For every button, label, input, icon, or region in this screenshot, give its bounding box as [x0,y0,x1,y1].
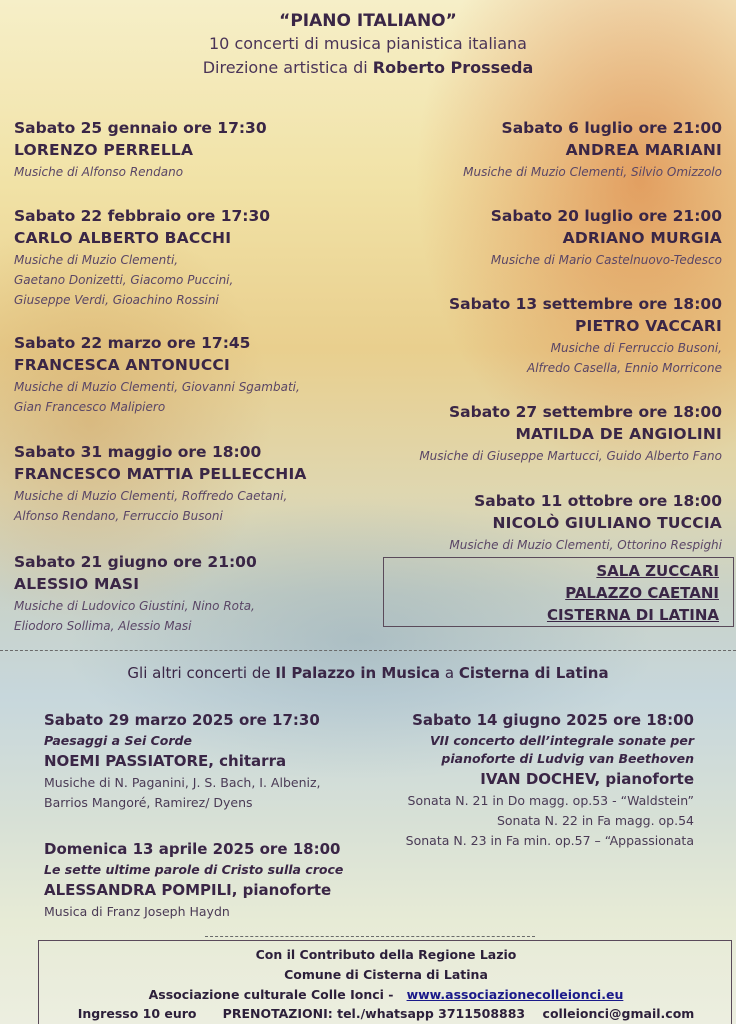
concert-music: Giuseppe Verdi, Gioachino Rossini [14,293,219,307]
series-place: Cisterna di Latina [458,664,609,682]
footer-booking-line [39,1004,733,1024]
concert-date: Sabato 11 ottobre ore 18:00 [474,492,722,510]
concert-date: Sabato 14 giugno 2025 ore 18:00 [412,711,694,729]
concert-music: Barrios Mangoré, Ramirez/ Dyens [44,795,253,810]
concert-music: Alfredo Casella, Ennio Morricone [527,361,722,375]
concert-music: Musiche di Muzio Clementi, Silvio Omizzolo [463,165,722,179]
concert-date: Sabato 13 settembre ore 18:00 [448,295,722,313]
concert-music: Eliodoro Sollima, Alessio Masi [14,619,192,633]
footer-box [38,940,732,1024]
concert-music: Sonata N. 22 in Fa magg. op.54 [496,813,694,828]
concert-music: Musiche di Muzio Clementi, Ottorino Respighi [449,538,722,552]
concert-subtitle: Le sette ultime parole di Cristo sulla croce [44,862,344,877]
concert-right-5 [332,490,722,555]
concert-date: Sabato 22 febbraio ore 17:30 [14,207,271,225]
association-website-link[interactable]: www.associazionecolleionci.eu [406,987,624,1002]
booking-phone: PRENOTAZIONI: tel./whatsapp 3711508883 [222,1006,526,1021]
concert-right-4 [332,401,722,466]
other-concert-right-1 [354,709,694,851]
concert-date: Sabato 27 settembre ore 18:00 [448,403,722,421]
concert-artist: FRANCESCA ANTONUCCI [14,356,230,374]
concert-artist: MATILDA DE ANGIOLINI [515,425,722,443]
concert-artist: IVAN DOCHEV, pianoforte [480,770,694,788]
concert-date: Sabato 25 gennaio ore 17:30 [14,119,267,137]
poster-title: “PIANO ITALIANO” [279,11,457,31]
concert-right-2 [332,205,722,270]
director-name: Roberto Prosseda [372,58,534,77]
association-name: Associazione culturale Colle Ionci - [148,987,394,1002]
concert-date: Sabato 21 giugno ore 21:00 [14,553,257,571]
footer-divider [205,936,535,937]
concert-music: Musiche di Muzio Clementi, Roffredo Caetani, [14,489,288,503]
venue-hall: SALA ZUCCARI [596,562,719,580]
other-concerts-heading [0,662,736,684]
concert-music: Musiche di Ferruccio Busoni, [550,341,722,355]
section-divider [0,650,736,651]
concert-left-1 [14,117,354,182]
concert-artist: LORENZO PERRELLA [14,141,194,159]
poster-header [0,10,736,80]
concert-subtitle: pianoforte di Ludvig van Beethoven [441,751,694,766]
concert-music: Musiche di Alfonso Rendano [14,165,184,179]
concert-music: Musiche di Ludovico Giustini, Nino Rota, [14,599,255,613]
footer-association-line [39,985,733,1005]
concert-music: Musiche di Muzio Clementi, Giovanni Sgambati, [14,380,300,394]
artistic-direction [0,56,736,80]
venue-box [383,557,734,627]
venue-town: CISTERNA DI LATINA [546,606,719,624]
concert-music: Sonata N. 23 in Fa min. op.57 – “Appassionata [405,833,694,848]
concert-artist: ADRIANO MURGIA [562,229,722,247]
concert-right-1 [332,117,722,182]
concert-artist: FRANCESCO MATTIA PELLECCHIA [14,465,307,483]
concert-music: Musiche di Muzio Clementi, [14,253,179,267]
concert-music: Alfonso Rendano, Ferruccio Busoni [14,509,223,523]
concert-music: Musiche di Giuseppe Martucci, Guido Alberto Fano [419,449,722,463]
concert-artist: ALESSIO MASI [14,575,140,593]
venue-palace: PALAZZO CAETANI [565,584,719,602]
direction-prefix: Direzione artistica di [202,58,368,77]
concert-artist: NICOLÒ GIULIANO TUCCIA [492,514,722,532]
poster-subtitle: 10 concerti di musica pianistica italiana [209,34,527,53]
concert-music: Musica di Franz Joseph Haydn [44,904,230,919]
footer-contribution: Con il Contributo della Regione Lazio [255,947,517,962]
concert-date: Sabato 20 luglio ore 21:00 [490,207,722,225]
ticket-price: Ingresso 10 euro [77,1006,197,1021]
concert-date: Sabato 31 maggio ore 18:00 [14,443,262,461]
heading-mid: a [444,664,455,682]
other-concert-left-1 [44,709,374,813]
concert-subtitle: Paesaggi a Sei Corde [44,733,192,748]
concert-left-5 [14,551,354,636]
contact-email[interactable]: colleionci@gmail.com [542,1006,695,1021]
concert-artist: PIETRO VACCARI [575,317,722,335]
other-concert-left-2 [44,838,374,922]
concert-music: Gaetano Donizetti, Giacomo Puccini, [14,273,234,287]
concert-left-2 [14,205,354,310]
concert-date: Domenica 13 aprile 2025 ore 18:00 [44,840,341,858]
concert-artist: ANDREA MARIANI [565,141,722,159]
concert-music: Sonata N. 21 in Do magg. op.53 - “Waldstein” [407,793,694,808]
concert-right-3 [332,293,722,378]
concert-left-3 [14,332,354,417]
concert-artist: NOEMI PASSIATORE, chitarra [44,752,287,770]
concert-music: Musiche di N. Paganini, J. S. Bach, I. Albeniz, [44,775,321,790]
concert-artist: ALESSANDRA POMPILI, pianoforte [44,881,332,899]
concert-date: Sabato 29 marzo 2025 ore 17:30 [44,711,320,729]
concert-left-4 [14,441,354,526]
concert-date: Sabato 22 marzo ore 17:45 [14,334,251,352]
concert-music: Musiche di Mario Castelnuovo-Tedesco [490,253,722,267]
series-name: Il Palazzo in Musica [275,664,441,682]
concert-subtitle: VII concerto dell’integrale sonate per [430,733,694,748]
heading-prefix: Gli altri concerti de [127,664,271,682]
footer-comune: Comune di Cisterna di Latina [284,967,488,982]
concert-music: Gian Francesco Malipiero [14,400,166,414]
concert-artist: CARLO ALBERTO BACCHI [14,229,232,247]
concert-date: Sabato 6 luglio ore 21:00 [501,119,722,137]
